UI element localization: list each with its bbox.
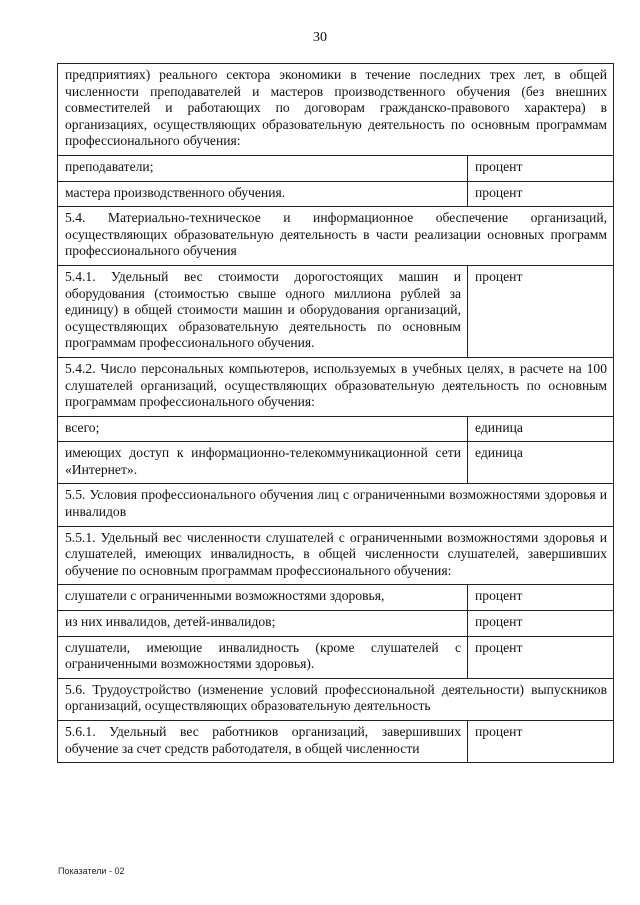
indicator-row xyxy=(58,636,614,678)
section-text: 5.4. Материально-техническое и информационное обеспечение организаций, осуществляющих образовательную деятельность в части реализации основных программ профессионального обучения xyxy=(58,207,614,266)
indicator-text: мастера производственного обучения. xyxy=(58,181,468,207)
indicator-row xyxy=(58,585,614,611)
unit-cell: процент xyxy=(468,721,614,763)
indicators-table xyxy=(57,63,614,763)
section-row xyxy=(58,207,614,266)
section-text: 5.6. Трудоустройство (изменение условий профессиональной деятельности) выпускников организаций, осуществляющих образовательную деятельность xyxy=(58,678,614,720)
section-row xyxy=(58,678,614,720)
indicator-text: имеющих доступ к информационно-телекоммуникационной сети «Интернет». xyxy=(58,442,468,484)
indicator-row xyxy=(58,181,614,207)
indicator-row xyxy=(58,611,614,637)
indicator-text: всего; xyxy=(58,416,468,442)
indicator-row xyxy=(58,155,614,181)
section-row xyxy=(58,526,614,585)
section-text: 5.4.2. Число персональных компьютеров, используемых в учебных целях, в расчете на 100 слушателей организаций, осуществляющих образовательную деятельность по основным программам профессионального обучения: xyxy=(58,357,614,416)
unit-cell: единица xyxy=(468,416,614,442)
indicators-table-body xyxy=(58,64,614,763)
indicator-text: 5.4.1. Удельный вес стоимости дорогостоящих машин и оборудования (стоимостью свыше одного миллиона рублей за единицу) в общей стоимости машин и оборудования организаций, осуществляющих образовательную деятельность по основным программам профессионального обучения. xyxy=(58,265,468,357)
footer-label: Показатели - 02 xyxy=(58,866,125,876)
indicator-row xyxy=(58,416,614,442)
indicator-row xyxy=(58,442,614,484)
section-text: 5.5. Условия профессионального обучения лиц с ограниченными возможностями здоровья и инвалидов xyxy=(58,484,614,526)
unit-cell: процент xyxy=(468,585,614,611)
indicator-row xyxy=(58,721,614,763)
unit-cell: единица xyxy=(468,442,614,484)
indicator-text: из них инвалидов, детей-инвалидов; xyxy=(58,611,468,637)
unit-cell: процент xyxy=(468,265,614,357)
section-text: 5.5.1. Удельный вес численности слушателей с ограниченными возможностями здоровья и слушателей, имеющих инвалидность, в общей численности слушателей, завершивших обучение по основным программам профессионального обучения: xyxy=(58,526,614,585)
indicator-text: преподаватели; xyxy=(58,155,468,181)
section-row xyxy=(58,484,614,526)
unit-cell: процент xyxy=(468,181,614,207)
unit-cell: процент xyxy=(468,636,614,678)
section-row xyxy=(58,357,614,416)
unit-cell: процент xyxy=(468,155,614,181)
indicator-text: слушатели, имеющие инвалидность (кроме слушателей с ограниченными возможностями здоровья). xyxy=(58,636,468,678)
section-text: предприятиях) реального сектора экономики в течение последних трех лет, в общей численности преподавателей и мастеров производственного обучения (без внешних совместителей и работающих по договорам гражданско-правового характера) в организациях, осуществляющих образовательную деятельность по основным программам профессионального обучения: xyxy=(58,64,614,156)
indicator-row xyxy=(58,265,614,357)
indicator-text: 5.6.1. Удельный вес работников организаций, завершивших обучение за счет средств работодателя, в общей численности xyxy=(58,721,468,763)
section-row xyxy=(58,64,614,156)
page-number: 30 xyxy=(313,30,327,45)
indicator-text: слушатели с ограниченными возможностями здоровья, xyxy=(58,585,468,611)
unit-cell: процент xyxy=(468,611,614,637)
